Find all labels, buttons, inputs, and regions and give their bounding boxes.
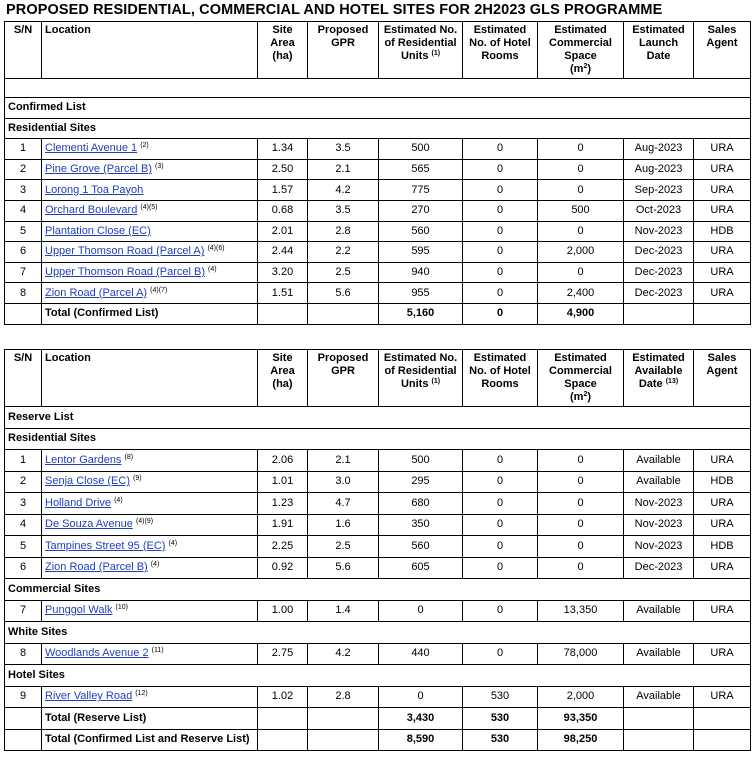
table-row [5, 221, 751, 242]
cell-res-units: 440 [379, 643, 463, 665]
site-link[interactable]: Zion Road (Parcel A) [45, 286, 148, 299]
cell-gpr: 1.6 [308, 514, 379, 536]
cell-sales-agent: URA [694, 180, 751, 201]
cell-res-units: 0 [379, 686, 463, 708]
cell-comm-space: 13,350 [538, 600, 624, 622]
cell-hotel-rooms: 0 [463, 159, 538, 180]
cell-hotel-rooms: 0 [463, 450, 538, 472]
cell-location [42, 514, 258, 536]
cell-site-area: 0.68 [258, 200, 308, 221]
cell-res-units: 595 [379, 242, 463, 263]
cell-sales-agent: HDB [694, 536, 751, 558]
total-rooms: 0 [463, 303, 538, 324]
cell-sales-agent: URA [694, 242, 751, 263]
cell-gpr: 4.2 [308, 180, 379, 201]
cell-res-units: 560 [379, 536, 463, 558]
cell-hotel-rooms: 0 [463, 471, 538, 493]
table-row [5, 471, 751, 493]
col-header-sales-agent: Sales Agent [694, 350, 751, 407]
cell-gpr: 2.1 [308, 450, 379, 472]
total-row [5, 708, 751, 730]
cell-site-area: 1.91 [258, 514, 308, 536]
cell-hotel-rooms: 0 [463, 283, 538, 304]
table-header-row [5, 22, 751, 79]
cell-location [42, 643, 258, 665]
col-header-sales-agent: Sales Agent [694, 22, 751, 79]
cell-sn: 2 [5, 159, 42, 180]
cell-sales-agent: HDB [694, 221, 751, 242]
cell-location [42, 221, 258, 242]
cell-date: Aug-2023 [624, 159, 694, 180]
site-link[interactable]: Orchard Boulevard [45, 204, 138, 217]
cell-comm-space: 0 [538, 536, 624, 558]
cell-date: Available [624, 450, 694, 472]
cell-site-area: 2.25 [258, 536, 308, 558]
cell-site-area: 3.20 [258, 262, 308, 283]
cell-res-units: 500 [379, 450, 463, 472]
cell-date: Nov-2023 [624, 514, 694, 536]
col-header-hotel-rooms: Estimated No. of Hotel Rooms [463, 350, 538, 407]
footnote-ref: (4)(7) [150, 286, 168, 294]
cell-sales-agent: URA [694, 557, 751, 579]
col-header-gpr: Proposed GPR [308, 22, 379, 79]
cell-comm-space: 2,000 [538, 686, 624, 708]
col-header-available-date: Estimated Available Date $^{(13)}$ [624, 350, 694, 407]
table-row [5, 600, 751, 622]
cell-res-units: 955 [379, 283, 463, 304]
cell-date: Nov-2023 [624, 536, 694, 558]
cell-site-area: 0.92 [258, 557, 308, 579]
site-link[interactable]: De Souza Avenue [45, 518, 133, 531]
cell-sn: 1 [5, 139, 42, 160]
cell-sales-agent: URA [694, 600, 751, 622]
cell-location [42, 242, 258, 263]
col-header-comm-space: Estimated Commercial Space $(m^2)$ [538, 22, 624, 79]
cell-date: Sep-2023 [624, 180, 694, 201]
section-row [5, 579, 751, 601]
table-row [5, 514, 751, 536]
col-header-res-units: Estimated No. of Residential Units $^{(1)}$ [379, 22, 463, 79]
site-link[interactable]: Punggol Walk [45, 604, 113, 617]
cell-gpr: 2.1 [308, 159, 379, 180]
cell-comm-space: 0 [538, 221, 624, 242]
table-row [5, 139, 751, 160]
cell-comm-space: 0 [538, 493, 624, 515]
col-header-location: Location [42, 22, 258, 79]
cell-sn: 9 [5, 686, 42, 708]
cell-location [42, 471, 258, 493]
confirmed-list-table [4, 21, 751, 325]
cell-gpr: 2.8 [308, 221, 379, 242]
footnote-ref: (4) [150, 561, 160, 569]
cell-site-area: 2.06 [258, 450, 308, 472]
total-space: 4,900 [538, 303, 624, 324]
spacer-row [5, 79, 751, 98]
cell-hotel-rooms: 0 [463, 557, 538, 579]
cell-location [42, 600, 258, 622]
footnote-ref: (12) [135, 690, 148, 698]
cell-date: Available [624, 471, 694, 493]
cell-hotel-rooms: 0 [463, 262, 538, 283]
cell-res-units: 940 [379, 262, 463, 283]
cell-res-units: 270 [379, 200, 463, 221]
cell-res-units: 0 [379, 600, 463, 622]
footnote-ref: (4)(5) [140, 204, 158, 212]
cell-sales-agent: URA [694, 262, 751, 283]
table-row [5, 200, 751, 221]
cell-location [42, 139, 258, 160]
cell-comm-space: 0 [538, 471, 624, 493]
cell-comm-space: 0 [538, 139, 624, 160]
total-label: Total (Reserve List) [42, 708, 258, 730]
col-header-site-area: Site Area (ha) [258, 350, 308, 407]
cell-site-area: 1.23 [258, 493, 308, 515]
cell-site-area: 2.75 [258, 643, 308, 665]
footnote-ref: (4)(9) [135, 518, 154, 526]
cell-date: Nov-2023 [624, 493, 694, 515]
total-units: 3,430 [379, 708, 463, 730]
grand-total-space: 98,250 [538, 729, 624, 751]
section-label: Residential Sites [5, 428, 751, 450]
cell-comm-space: 0 [538, 262, 624, 283]
footnote-ref: (2) [140, 142, 149, 150]
cell-gpr: 2.5 [308, 536, 379, 558]
site-link[interactable]: Upper Thomson Road (Parcel A) [45, 245, 205, 258]
cell-gpr: 3.5 [308, 139, 379, 160]
cell-sn: 6 [5, 557, 42, 579]
cell-comm-space: 0 [538, 159, 624, 180]
cell-sn: 3 [5, 493, 42, 515]
cell-res-units: 560 [379, 221, 463, 242]
section-row [5, 622, 751, 644]
cell-location [42, 686, 258, 708]
cell-sales-agent: URA [694, 643, 751, 665]
cell-hotel-rooms: 0 [463, 493, 538, 515]
footnote-ref: (11) [151, 647, 164, 655]
cell-sales-agent: URA [694, 493, 751, 515]
cell-location [42, 450, 258, 472]
cell-date: Aug-2023 [624, 139, 694, 160]
list-label: Reserve List [5, 407, 751, 429]
site-link[interactable]: Woodlands Avenue 2 [45, 647, 149, 660]
cell-comm-space: 0 [538, 557, 624, 579]
cell-location [42, 493, 258, 515]
cell-site-area: 1.02 [258, 686, 308, 708]
cell-date: Available [624, 643, 694, 665]
cell-location [42, 200, 258, 221]
list-label-row [5, 407, 751, 429]
cell-sales-agent: URA [694, 200, 751, 221]
reserve-list-table [4, 349, 751, 751]
footnote-ref: (4)(6) [207, 245, 225, 253]
cell-gpr: 4.7 [308, 493, 379, 515]
total-row [5, 303, 751, 324]
site-link[interactable]: Pine Grove (Parcel B) [45, 163, 152, 176]
cell-date: Dec-2023 [624, 283, 694, 304]
footnote-ref: (8) [124, 453, 134, 461]
cell-gpr: 2.8 [308, 686, 379, 708]
site-link[interactable]: Senja Close (EC) [45, 475, 130, 488]
site-link[interactable]: Lentor Gardens [45, 453, 122, 466]
cell-comm-space: 0 [538, 514, 624, 536]
cell-res-units: 605 [379, 557, 463, 579]
cell-sn: 8 [5, 643, 42, 665]
site-link[interactable]: Upper Thomson Road (Parcel B) [45, 266, 205, 279]
grand-total-label: Total (Confirmed List and Reserve List) [42, 729, 258, 751]
site-link[interactable]: Plantation Close (EC) [45, 224, 151, 237]
cell-hotel-rooms: 0 [463, 242, 538, 263]
site-link[interactable]: Holland Drive [45, 496, 112, 509]
col-header-hotel-rooms: Estimated No. of Hotel Rooms [463, 22, 538, 79]
total-space: 93,350 [538, 708, 624, 730]
cell-date: Dec-2023 [624, 557, 694, 579]
cell-sn: 4 [5, 200, 42, 221]
cell-res-units: 775 [379, 180, 463, 201]
cell-gpr: 3.5 [308, 200, 379, 221]
page-title: PROPOSED RESIDENTIAL, COMMERCIAL AND HOTEL SITES FOR 2H2023 GLS PROGRAMME [6, 2, 663, 18]
table-row [5, 536, 751, 558]
grand-total-rooms: 530 [463, 729, 538, 751]
cell-sales-agent: HDB [694, 471, 751, 493]
cell-hotel-rooms: 0 [463, 643, 538, 665]
table-row [5, 180, 751, 201]
cell-location [42, 536, 258, 558]
section-label: Residential Sites [5, 118, 751, 139]
footnote-ref: (9) [133, 475, 142, 483]
col-header-sn: S/N [5, 350, 42, 407]
cell-date: Available [624, 600, 694, 622]
cell-site-area: 1.00 [258, 600, 308, 622]
cell-location [42, 283, 258, 304]
site-link[interactable]: Tampines Street 95 (EC) [45, 539, 166, 552]
cell-date: Dec-2023 [624, 242, 694, 263]
site-link[interactable]: Clementi Avenue 1 [45, 142, 138, 155]
cell-comm-space: 0 [538, 180, 624, 201]
cell-sn: 7 [5, 600, 42, 622]
table-row [5, 450, 751, 472]
cell-gpr: 4.2 [308, 643, 379, 665]
cell-sales-agent: URA [694, 139, 751, 160]
table-row [5, 262, 751, 283]
cell-hotel-rooms: 0 [463, 180, 538, 201]
cell-sn: 4 [5, 514, 42, 536]
cell-comm-space: 78,000 [538, 643, 624, 665]
cell-res-units: 295 [379, 471, 463, 493]
cell-date: Dec-2023 [624, 262, 694, 283]
cell-sn: 2 [5, 471, 42, 493]
cell-date: Oct-2023 [624, 200, 694, 221]
total-rooms: 530 [463, 708, 538, 730]
table-header-row [5, 350, 751, 407]
col-header-sn: S/N [5, 22, 42, 79]
cell-sales-agent: URA [694, 450, 751, 472]
table-row [5, 159, 751, 180]
cell-res-units: 350 [379, 514, 463, 536]
cell-res-units: 565 [379, 159, 463, 180]
footnote-ref: (4) [168, 539, 178, 547]
cell-site-area: 2.50 [258, 159, 308, 180]
cell-hotel-rooms: 0 [463, 600, 538, 622]
cell-site-area: 2.01 [258, 221, 308, 242]
list-label-row [5, 98, 751, 119]
cell-sales-agent: URA [694, 686, 751, 708]
cell-gpr: 3.0 [308, 471, 379, 493]
cell-sales-agent: URA [694, 159, 751, 180]
footnote-ref: (4) [208, 266, 217, 274]
cell-comm-space: 0 [538, 450, 624, 472]
table-row [5, 242, 751, 263]
cell-site-area: 1.01 [258, 471, 308, 493]
section-row [5, 118, 751, 139]
table-row [5, 493, 751, 515]
cell-location [42, 159, 258, 180]
site-link[interactable]: River Valley Road [45, 690, 133, 703]
cell-hotel-rooms: 0 [463, 536, 538, 558]
total-units: 5,160 [379, 303, 463, 324]
cell-sn: 6 [5, 242, 42, 263]
section-row [5, 665, 751, 687]
cell-gpr: 1.4 [308, 600, 379, 622]
col-header-launch-date: Estimated Launch Date [624, 22, 694, 79]
grand-total-units: 8,590 [379, 729, 463, 751]
footnote-ref: (10) [115, 604, 128, 612]
col-header-site-area: Site Area (ha) [258, 22, 308, 79]
cell-location [42, 557, 258, 579]
cell-sn: 7 [5, 262, 42, 283]
cell-res-units: 500 [379, 139, 463, 160]
section-label: Hotel Sites [5, 665, 751, 687]
col-header-gpr: Proposed GPR [308, 350, 379, 407]
cell-sn: 5 [5, 221, 42, 242]
cell-res-units: 680 [379, 493, 463, 515]
table-row [5, 557, 751, 579]
cell-gpr: 5.6 [308, 557, 379, 579]
cell-sn: 5 [5, 536, 42, 558]
section-label: Commercial Sites [5, 579, 751, 601]
cell-location [42, 262, 258, 283]
section-label: White Sites [5, 622, 751, 644]
cell-hotel-rooms: 530 [463, 686, 538, 708]
table-row [5, 283, 751, 304]
cell-site-area: 1.34 [258, 139, 308, 160]
cell-sales-agent: URA [694, 283, 751, 304]
col-header-comm-space: Estimated Commercial Space $(m^2)$ [538, 350, 624, 407]
section-row [5, 428, 751, 450]
cell-comm-space: 500 [538, 200, 624, 221]
footnote-ref: (4) [114, 496, 123, 504]
site-link[interactable]: Zion Road (Parcel B) [45, 561, 148, 574]
cell-hotel-rooms: 0 [463, 139, 538, 160]
cell-site-area: 2.44 [258, 242, 308, 263]
footnote-ref: (3) [155, 163, 164, 171]
table-row [5, 686, 751, 708]
cell-gpr: 2.2 [308, 242, 379, 263]
cell-sn: 1 [5, 450, 42, 472]
cell-site-area: 1.51 [258, 283, 308, 304]
cell-hotel-rooms: 0 [463, 221, 538, 242]
cell-location [42, 180, 258, 201]
cell-sales-agent: URA [694, 514, 751, 536]
grand-total-row [5, 729, 751, 751]
cell-gpr: 2.5 [308, 262, 379, 283]
cell-gpr: 5.6 [308, 283, 379, 304]
table-row [5, 643, 751, 665]
total-label: Total (Confirmed List) [42, 303, 258, 324]
cell-hotel-rooms: 0 [463, 200, 538, 221]
cell-hotel-rooms: 0 [463, 514, 538, 536]
col-header-location: Location [42, 350, 258, 407]
list-label: Confirmed List [5, 98, 751, 119]
cell-sn: 3 [5, 180, 42, 201]
cell-sn: 8 [5, 283, 42, 304]
cell-comm-space: 2,400 [538, 283, 624, 304]
col-header-res-units: Estimated No. of Residential Units $^{(1)}$ [379, 350, 463, 407]
cell-date: Available [624, 686, 694, 708]
cell-date: Nov-2023 [624, 221, 694, 242]
cell-comm-space: 2,000 [538, 242, 624, 263]
site-link[interactable]: Lorong 1 Toa Payoh [45, 183, 144, 196]
cell-site-area: 1.57 [258, 180, 308, 201]
